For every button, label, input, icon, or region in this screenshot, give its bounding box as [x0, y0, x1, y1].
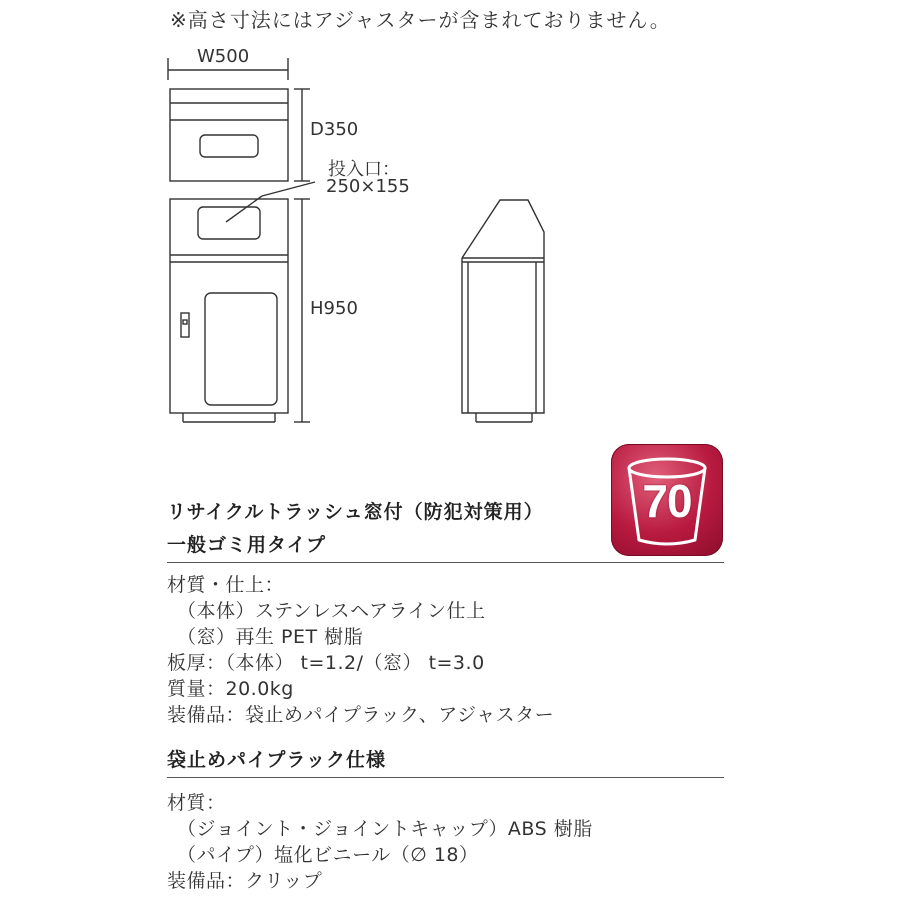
height-dimension: H950 — [310, 298, 358, 319]
product-title: リサイクルトラッシュ窓付（防犯対策用） — [167, 501, 544, 523]
opening-label: 投入口： — [328, 159, 400, 180]
spec-line: （窓）再生 PET 樹脂 — [177, 626, 364, 648]
note-text: ※高さ寸法にはアジャスターが含まれておりません。 — [170, 8, 671, 32]
spec-line: 材質・仕上： — [167, 574, 285, 596]
spec-list — [167, 572, 554, 728]
spec-line: （本体）ステンレスヘアライン仕上 — [177, 600, 486, 622]
width-dimension: W500 — [197, 46, 250, 67]
rack-spec-line: （パイプ）塩化ビニール（∅ 18） — [177, 844, 479, 866]
spec-line: 板厚：（本体） t=1.2/（窓） t=3.0 — [167, 652, 485, 674]
side-view — [462, 200, 544, 413]
capacity-badge — [611, 444, 723, 556]
rack-spec-line: （ジョイント・ジョイントキャップ）ABS 樹脂 — [177, 818, 593, 840]
spec-line: 装備品：袋止めパイプラック、アジャスター — [167, 704, 555, 726]
product-subtitle: 一般ゴミ用タイプ — [167, 534, 327, 556]
opening-size: 250×155 — [326, 176, 410, 197]
spec-line: 質量：20.0kg — [167, 678, 294, 700]
rack-spec-line: 材質： — [167, 792, 226, 814]
rack-title: 袋止めパイプラック仕様 — [167, 749, 387, 771]
divider — [167, 562, 724, 563]
depth-dimension: D350 — [310, 119, 359, 140]
rack-spec-list — [167, 790, 593, 894]
rack-spec-line: 装備品：クリップ — [167, 870, 323, 892]
divider — [167, 777, 724, 778]
capacity-number: 70 — [642, 475, 692, 527]
front-view — [170, 199, 288, 413]
